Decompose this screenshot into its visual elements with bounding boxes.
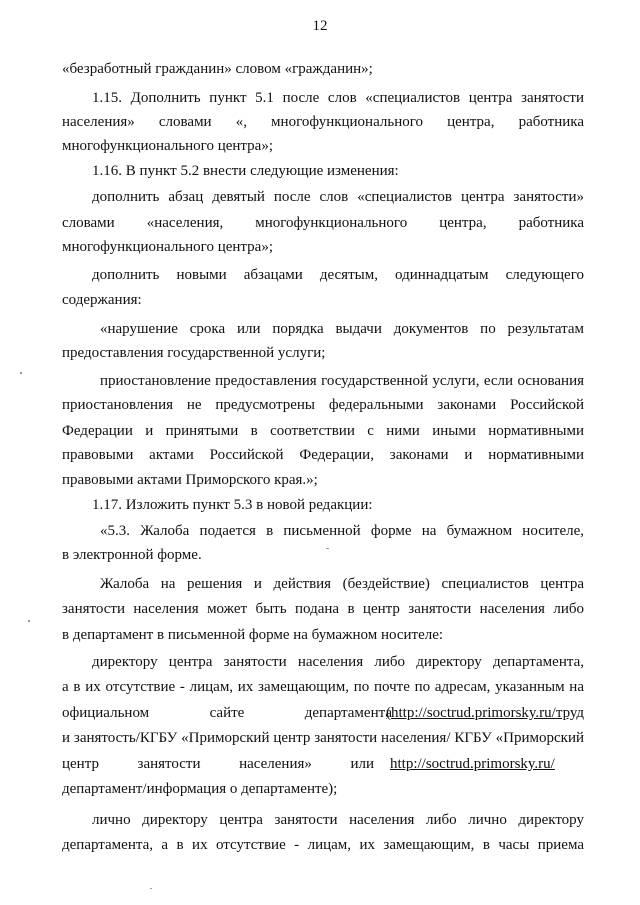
text-line: Федерации и принятыми в соответствии с ними иными нормативными [62,423,584,439]
url-link[interactable]: (http://soctrud.primorsky.ru/труд [386,705,585,721]
text-line: многофункционального центра»; [62,138,273,154]
text-line: директору центра занятости населения либо директору департамента, [92,654,584,670]
text-line: 1.17. Изложить пункт 5.3 в новой редакции: [92,497,373,513]
text-line: 1.16. В пункт 5.2 внести следующие изменения: [92,163,399,179]
text-line: в департамент в письменной форме на бумажном носителе: [62,627,444,643]
text-line: правовыми актами Российской Федерации, законами и нормативными [62,447,584,463]
text-line: «нарушение срока или порядка выдачи документов по результатам [100,321,584,337]
page-number: 12 [312,18,328,34]
scan-speck [326,548,329,549]
text-line-with-link [62,755,584,773]
text-line: словами «населения, многофункционального центра, работника [62,215,584,231]
text-line-with-link [62,704,584,722]
text-line: департамент/информация о департаменте); [62,781,338,797]
text-line: приостановление предоставления государственной услуги, если основания [100,373,584,389]
text-line: приостановления не предусмотрены федеральными законами Российской [62,397,584,413]
text-line: многофункционального центра»; [62,239,273,255]
text-line: 1.15. Дополнить пункт 5.1 после слов «специалистов центра занятости [92,90,584,106]
text-line: в электронной форме. [62,547,202,563]
scan-speck [150,888,152,889]
scan-speck [28,620,30,622]
text-line: занятости населения может быть подана в центр занятости населения либо [62,601,584,617]
text-line: правовыми актами Приморского края.»; [62,472,318,488]
text-line: лично директору центра занятости населения либо лично директору [92,812,584,828]
text-line: а в их отсутствие - лицам, их замещающим, по почте по адресам, указанным на [62,679,584,695]
text-segment: официальном сайте департамента [62,705,392,721]
text-line: дополнить новыми абзацами десятым, одиннадцатым следующего [92,267,584,283]
text-line: и занятость/КГБУ «Приморский центр занятости населения/ КГБУ «Приморский [62,730,584,746]
url-link[interactable]: http://soctrud.primorsky.ru/ [390,756,555,772]
text-line: населения» словами «, многофункционального центра, работника [62,114,584,130]
text-line: департамента, а в их отсутствие - лицам, их замещающим, в часы приема [62,837,584,853]
text-line: «безработный гражданин» словом «гражданин»; [62,61,373,77]
text-segment: центр занятости населения» или [62,756,374,772]
text-line: Жалоба на решения и действия (бездействие) специалистов центра [100,576,584,592]
text-line: «5.3. Жалоба подается в письменной форме на бумажном носителе, [100,523,584,539]
scan-speck [20,372,22,374]
text-line: содержания: [62,292,142,308]
text-line: дополнить абзац девятый после слов «специалистов центра занятости» [92,189,584,205]
text-line: предоставления государственной услуги; [62,345,326,361]
